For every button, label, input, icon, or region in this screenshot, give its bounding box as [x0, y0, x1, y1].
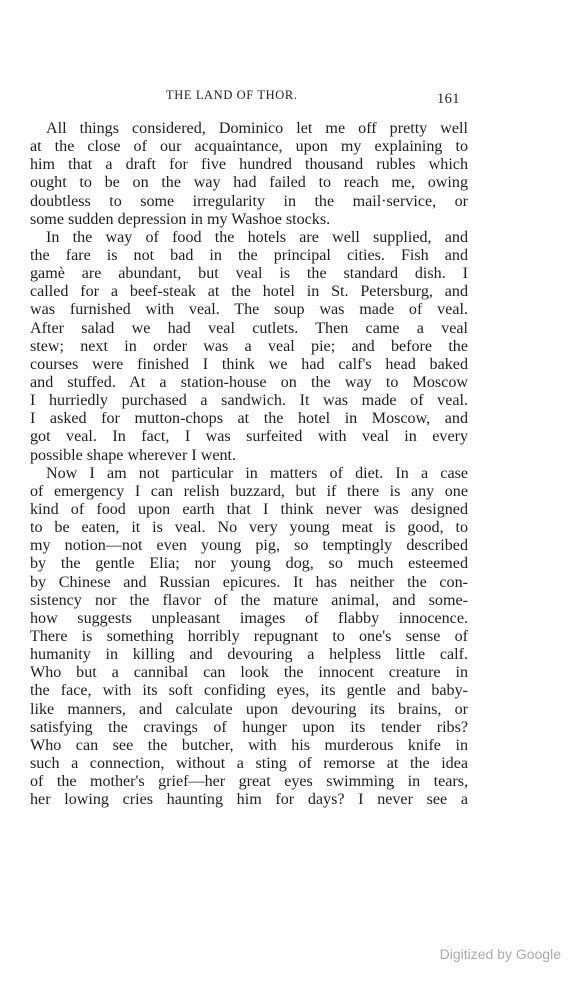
text-line: called for a beef-steak at the hotel in St. Petersburg, and	[30, 283, 468, 301]
text-line: at the close of our acquaintance, upon my explaining to	[30, 138, 468, 156]
text-line: her lowing cries haunting him for days? I never see a	[30, 791, 468, 809]
digitization-watermark: Digitized by Google	[439, 946, 561, 962]
text-line: All things considered, Dominico let me off pretty well	[46, 120, 468, 137]
text-line: Now I am not particular in matters of diet. In a case	[46, 464, 468, 482]
text-line: Who can see the butcher, with his murderous knife in	[30, 736, 468, 754]
text-line: There is something horribly repugnant to one's sense of	[30, 627, 468, 645]
paragraph	[30, 229, 468, 465]
text-line: such a connection, without a sting of remorse at the idea	[30, 754, 468, 772]
text-line: of the mother's grief—her great eyes swimming in tears,	[30, 773, 468, 791]
text-line: some sudden depression in my Washoe stocks.	[30, 210, 331, 228]
text-line: how suggests unpleasant images of flabby innocence.	[30, 609, 468, 627]
body-text	[30, 120, 468, 809]
text-line: kind of food upon earth that I think never was designed	[30, 500, 468, 518]
text-line: humanity in killing and devouring a helpless little calf.	[30, 646, 468, 664]
running-title: THE LAND OF THOR.	[166, 88, 298, 102]
text-line: Who but a cannibal can look the innocent creature in	[30, 664, 468, 682]
text-line: by Chinese and Russian epicures. It has neither the con-	[30, 573, 468, 591]
text-line: ought to be on the way had failed to reach me, owing	[30, 174, 468, 192]
text-line: to be eaten, it is veal. No very young meat is good, to	[30, 519, 468, 537]
text-line: the face, with its soft confiding eyes, its gentle and baby-	[30, 682, 468, 700]
text-line: him that a draft for five hundred thousand rubles which	[30, 156, 468, 174]
text-line: possible shape wherever I went.	[30, 446, 237, 464]
text-line: was furnished with veal. The soup was made of veal.	[30, 301, 468, 319]
text-line: by the gentle Elia; nor young dog, so much esteemed	[30, 555, 468, 573]
text-line: like manners, and calculate upon devouring its brains, or	[30, 700, 468, 718]
text-line: In the way of food the hotels are well supplied, and	[46, 228, 468, 246]
text-line: I asked for mutton-chops at the hotel in Moscow, and	[30, 410, 468, 428]
running-head	[0, 88, 575, 108]
text-line: stew; next in order was a veal pie; and before the	[30, 337, 468, 355]
text-line: gamè are abundant, but veal is the standard dish. I	[30, 265, 468, 283]
text-line: of emergency I can relish buzzard, but if there is any one	[30, 482, 468, 500]
paragraph	[30, 465, 468, 810]
paragraph	[30, 120, 468, 229]
text-line: the fare is not bad in the principal cities. Fish and	[30, 246, 468, 264]
text-line: my notion—not even young pig, so temptingly described	[30, 537, 468, 555]
page-number: 161	[437, 91, 460, 107]
text-line: I hurriedly purchased a sandwich. It was made of veal.	[30, 392, 468, 410]
text-line: After salad we had veal cutlets. Then came a veal	[30, 319, 468, 337]
text-line: got veal. In fact, I was surfeited with veal in every	[30, 428, 468, 446]
text-line: satisfying the cravings of hunger upon its tender ribs?	[30, 718, 468, 736]
text-line: and stuffed. At a station-house on the way to Moscow	[30, 373, 468, 391]
text-line: sistency nor the flavor of the mature animal, and some-	[30, 591, 468, 609]
text-line: doubtless to some irregularity in the mail·service, or	[30, 192, 468, 210]
text-line: courses were finished I think we had calf's head baked	[30, 355, 468, 373]
